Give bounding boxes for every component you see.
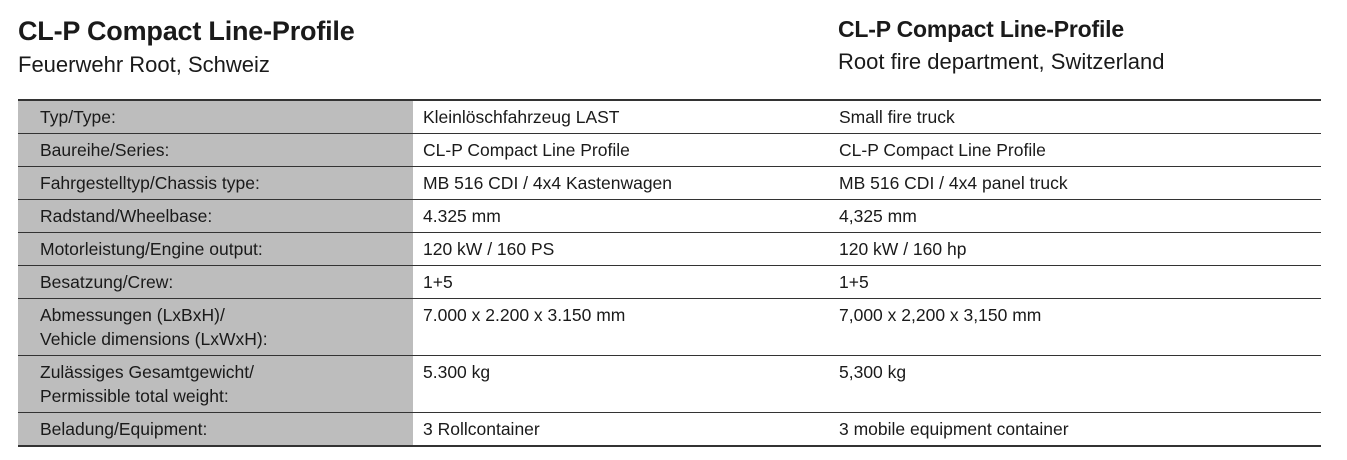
table-row [18,233,1321,266]
row-label: Beladung/Equipment: [18,413,413,447]
row-value-english: 120 kW / 160 hp [839,239,967,259]
table-row [18,100,1321,134]
row-value-english: Small fire truck [839,107,955,127]
row-label [18,356,413,413]
row-value-english: 7,000 x 2,200 x 3,150 mm [839,305,1042,325]
table-row [18,356,1321,413]
row-label: Motorleistung/Engine output: [18,233,413,266]
row-label: Fahrgestelltyp/Chassis type: [18,167,413,200]
row-value-german: 120 kW / 160 PS [423,239,555,259]
row-label: Besatzung/Crew: [18,266,413,299]
table-row [18,167,1321,200]
row-label [18,299,413,356]
row-value-german: 5.300 kg [423,362,491,382]
header-left [18,14,355,80]
row-value-english: 5,300 kg [839,362,907,382]
table-row [18,134,1321,167]
row-label: Baureihe/Series: [18,134,413,167]
row-value-german: 1+5 [423,272,453,292]
table-row [18,266,1321,299]
page-title-english: CL-P Compact Line-Profile [838,16,1124,42]
header-right [838,14,1165,77]
row-label-line1: Abmessungen (LxBxH)/ [40,305,225,325]
row-value-german: 4.325 mm [423,206,501,226]
row-label-line1: Zulässiges Gesamtgewicht/ [40,362,254,382]
row-value-english: 4,325 mm [839,206,917,226]
row-value-german: 3 Rollcontainer [423,419,540,439]
table-row [18,200,1321,233]
row-value-english: 3 mobile equipment container [839,419,1069,439]
row-value-english: 1+5 [839,272,869,292]
row-label: Radstand/Wheelbase: [18,200,413,233]
row-value-german: CL-P Compact Line Profile [423,140,630,160]
row-value-english: CL-P Compact Line Profile [839,140,1046,160]
row-value-english: MB 516 CDI / 4x4 panel truck [839,173,1068,193]
row-value-german: MB 516 CDI / 4x4 Kastenwagen [423,173,673,193]
page-title: CL-P Compact Line-Profile [18,16,355,46]
row-label-line2: Permissible total weight: [40,386,229,406]
spec-table [18,99,1321,447]
page-subtitle: Feuerwehr Root, Schweiz [18,52,270,77]
table-row [18,299,1321,356]
table-row [18,413,1321,447]
row-label-line2: Vehicle dimensions (LxWxH): [40,329,268,349]
row-value-german: Kleinlöschfahrzeug LAST [423,107,620,127]
row-value-german: 7.000 x 2.200 x 3.150 mm [423,305,626,325]
page-subtitle-english: Root fire department, Switzerland [838,49,1165,74]
row-label: Typ/Type: [18,100,413,134]
